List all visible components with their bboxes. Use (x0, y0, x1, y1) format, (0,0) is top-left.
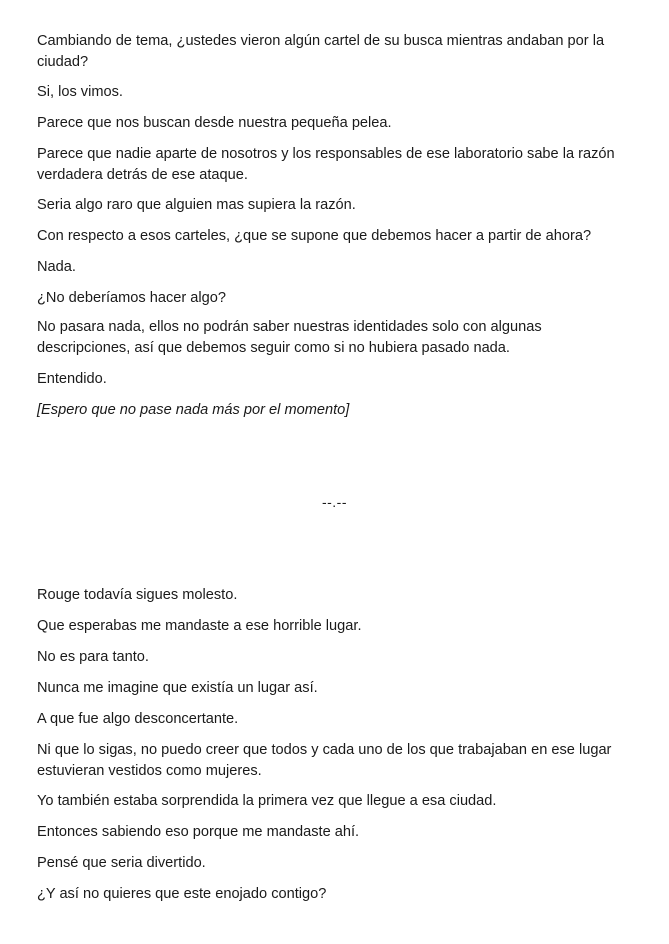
paragraph: Seria algo raro que alguien mas supiera la razón. (37, 197, 356, 213)
paragraph: Con respecto a esos carteles, ¿que se supone que debemos hacer a partir de ahora? (37, 228, 592, 244)
paragraph: Ni que lo sigas, no puedo creer que todos y cada uno de los que trabajaban en ese lugar estuvieran vestidos como mujeres. (37, 742, 612, 779)
scene-separator: --.-- (321, 494, 348, 510)
paragraph: Yo también estaba sorprendida la primera vez que llegue a esa ciudad. (37, 793, 497, 809)
paragraph: Nada. (37, 259, 76, 275)
paragraph: Nunca me imagine que existía un lugar así. (37, 680, 318, 696)
paragraph: Cambiando de tema, ¿ustedes vieron algún cartel de su busca mientras andaban por la ciudad? (37, 33, 605, 70)
paragraph: Entendido. (37, 371, 107, 387)
paragraph: No pasara nada, ellos no podrán saber nuestras identidades solo con algunas descripciones, así que debemos seguir como si no hubiera pasado nada. (37, 319, 542, 356)
paragraph: ¿No deberíamos hacer algo? (37, 290, 227, 306)
paragraph: A que fue algo desconcertante. (37, 711, 239, 727)
thought-paragraph: [Espero que no pase nada más por el momento] (37, 402, 350, 418)
paragraph: ¿Y así no quieres que este enojado contigo? (37, 886, 327, 902)
paragraph: Si, los vimos. (37, 84, 123, 100)
paragraph: Que esperabas me mandaste a ese horrible lugar. (37, 618, 362, 634)
paragraph: Rouge todavía sigues molesto. (37, 587, 238, 603)
paragraph: No es para tanto. (37, 649, 149, 665)
paragraph: Pensé que seria divertido. (37, 855, 206, 871)
paragraph: Parece que nos buscan desde nuestra pequeña pelea. (37, 115, 392, 131)
paragraph: Entonces sabiendo eso porque me mandaste ahí. (37, 824, 360, 840)
paragraph: Parece que nadie aparte de nosotros y los responsables de ese laboratorio sabe la razón verdadera detrás de ese ataque. (37, 146, 615, 183)
